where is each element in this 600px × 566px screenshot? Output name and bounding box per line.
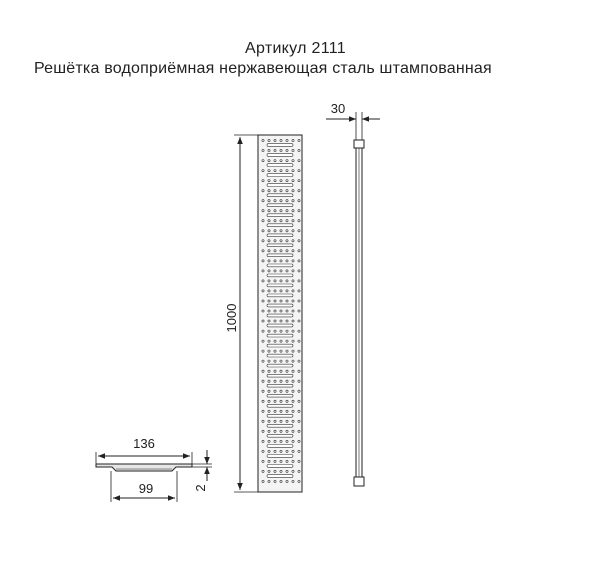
grate-slot — [267, 434, 293, 437]
grate-slot — [267, 254, 293, 257]
grate-slot — [267, 184, 293, 187]
grate-slot — [267, 384, 293, 387]
grate-slot — [267, 394, 293, 397]
grate-slot — [267, 204, 293, 207]
grate-top-view — [258, 135, 302, 492]
side-bottom-cap — [354, 477, 364, 486]
grate-slot — [267, 314, 293, 317]
grate-slot — [267, 274, 293, 277]
grate-slot — [267, 445, 293, 448]
grate-plate — [258, 135, 302, 492]
grate-slot — [267, 424, 293, 427]
grate-slot — [267, 234, 293, 237]
grate-slot — [267, 264, 293, 267]
cross-section-view — [96, 436, 212, 502]
grate-slot — [267, 214, 293, 217]
grate-slot — [267, 364, 293, 367]
article-title: Артикул 2111 — [245, 40, 346, 57]
grate-slot — [267, 174, 293, 177]
grate-side-view — [326, 101, 380, 486]
grate-slot — [267, 334, 293, 337]
grate-slot — [267, 414, 293, 417]
grate-slot — [267, 294, 293, 297]
inner-width-label: 99 — [138, 481, 154, 496]
grate-slot — [267, 194, 293, 197]
grate-slot — [267, 374, 293, 377]
side-top-cap — [354, 140, 364, 148]
grate-slot — [267, 475, 293, 478]
grate-slot — [267, 324, 293, 327]
grate-slot — [267, 455, 293, 458]
grate-slot — [267, 344, 293, 347]
height-label: 2 — [193, 484, 208, 492]
product-description: Решётка водоприёмная нержавеющая сталь штампованная — [34, 60, 492, 77]
length-dimension — [224, 135, 258, 492]
grate-slot — [267, 465, 293, 468]
grate-slot — [267, 244, 293, 247]
grate-slot — [267, 304, 293, 307]
thickness-label: 30 — [330, 101, 346, 116]
grate-slot — [267, 144, 293, 147]
grate-slot — [267, 154, 293, 157]
grate-slot — [267, 224, 293, 227]
grate-slot — [267, 354, 293, 357]
grate-slot — [267, 284, 293, 287]
grate-slot — [267, 404, 293, 407]
width-label: 136 — [133, 436, 155, 451]
section-profile — [96, 464, 192, 471]
grate-slot — [267, 164, 293, 167]
length-label: 1000 — [224, 303, 239, 333]
